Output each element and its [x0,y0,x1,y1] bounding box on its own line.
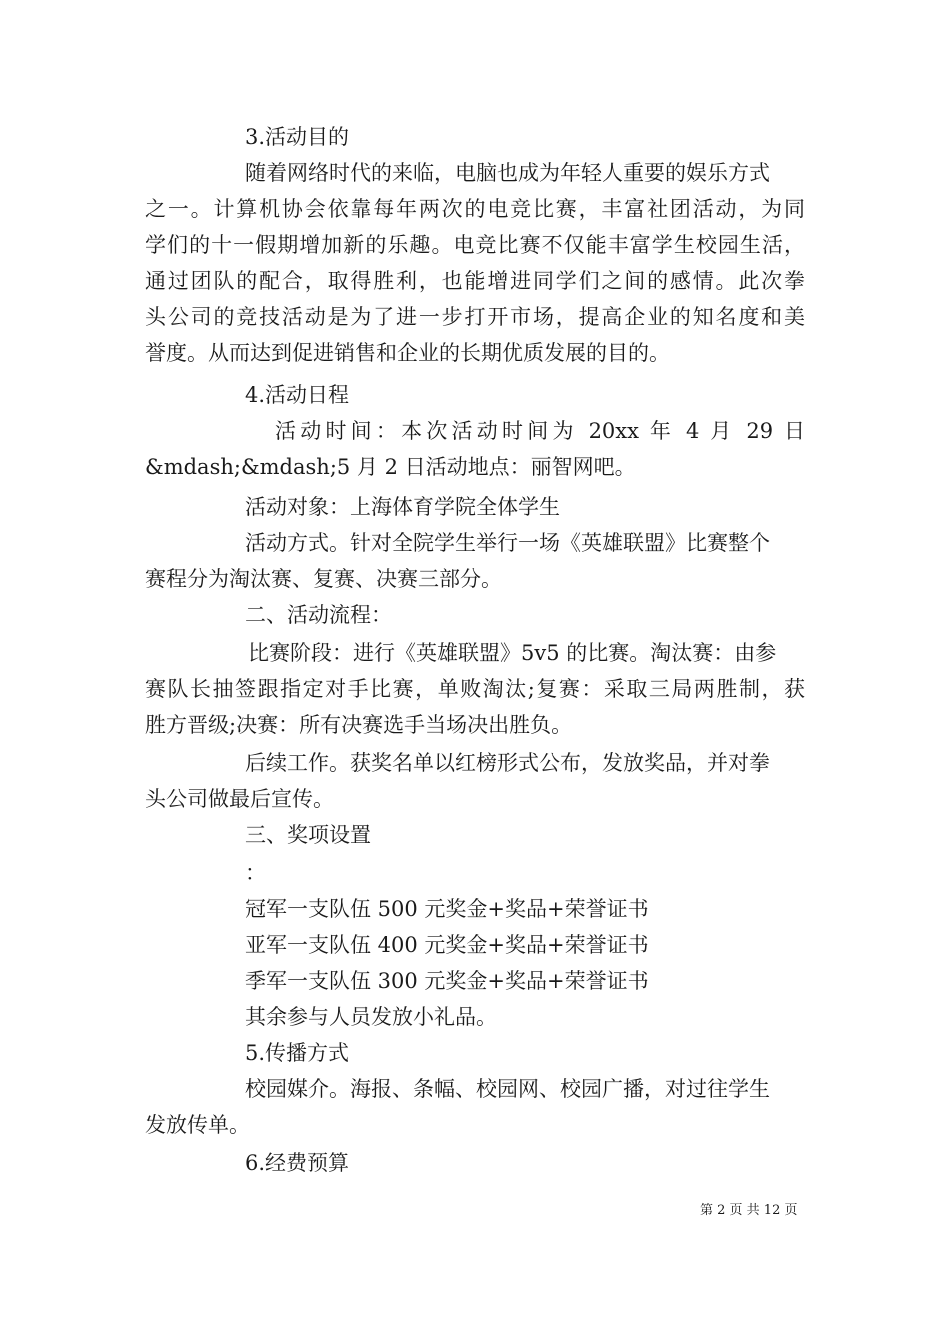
activity-target: 活动对象：上海体育学院全体学生 [245,495,560,519]
schedule-time-line: 活动时间：本次活动时间为 20xx 年 4 月 29 日 [275,419,805,443]
section-heading-budget: 6.经费预算 [245,1151,350,1175]
section-heading-process: 二、活动流程： [245,603,392,627]
paragraph-line: 发放传单。 [145,1113,250,1137]
paragraph-line: 头公司做最后宣传。 [145,787,334,811]
paragraph-line: 活动方式。针对全院学生举行一场《英雄联盟》比赛整个 [245,531,770,555]
paragraph-line: 头公司的竞技活动是为了进一步打开市场，提高企业的知名度和美 [145,305,805,329]
paragraph-line: 赛队长抽签跟指定对手比赛，单败淘汰;复赛：采取三局两胜制，获 [145,677,805,701]
section-heading-awards: 三、奖项设置 [245,823,371,847]
section-heading-purpose: 3.活动目的 [245,125,350,149]
paragraph-line: 后续工作。获奖名单以红榜形式公布，发放奖品，并对拳 [245,751,770,775]
page-number-footer: 第 2 页 共 12 页 [700,1203,798,1218]
paragraph-line: 赛程分为淘汰赛、复赛、决赛三部分。 [145,567,502,591]
section-heading-schedule: 4.活动日程 [245,383,350,407]
paragraph-line: 胜方晋级;决赛：所有决赛选手当场决出胜负。 [145,713,573,737]
paragraph-line: 誉度。从而达到促进销售和企业的长期优质发展的目的。 [145,341,670,365]
awards-colon: ： [245,861,266,885]
paragraph-line: 通过团队的配合，取得胜利，也能增进同学们之间的感情。此次拳 [145,269,805,293]
schedule-location-line: &mdash;&mdash;5 月 2 日活动地点：丽智网吧。 [145,455,636,479]
paragraph-line: 随着网络时代的来临，电脑也成为年轻人重要的娱乐方式 [245,161,770,185]
paragraph-line: 比赛阶段：进行《英雄联盟》5v5 的比赛。淘汰赛：由参 [248,641,777,665]
award-item: 亚军一支队伍 400 元奖金+奖品+荣誉证书 [245,933,649,957]
award-item: 季军一支队伍 300 元奖金+奖品+荣誉证书 [245,969,649,993]
section-heading-publicity: 5.传播方式 [245,1041,350,1065]
paragraph-line: 之一。计算机协会依靠每年两次的电竞比赛，丰富社团活动，为同 [145,197,805,221]
award-item: 其余参与人员发放小礼品。 [245,1005,497,1029]
award-item: 冠军一支队伍 500 元奖金+奖品+荣誉证书 [245,897,649,921]
paragraph-line: 学们的十一假期增加新的乐趣。电竞比赛不仅能丰富学生校园生活， [145,233,805,257]
paragraph-line: 校园媒介。海报、条幅、校园网、校园广播，对过往学生 [245,1077,770,1101]
